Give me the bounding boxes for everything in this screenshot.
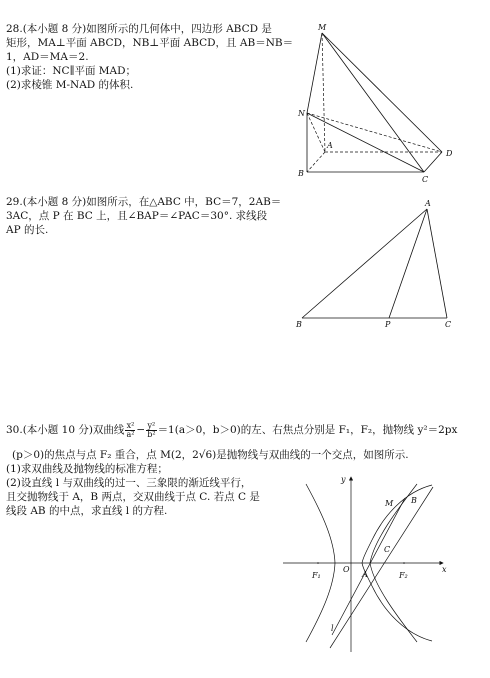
- q30-label-C: C: [384, 545, 391, 554]
- q29-label-P: P: [385, 320, 391, 329]
- q28-line-3: 1，AD＝MA＝2.: [6, 51, 89, 63]
- q29-line-3: AP 的长.: [6, 224, 49, 236]
- q30-label-F1: F₁: [312, 571, 321, 580]
- q30-label-O: O: [343, 565, 350, 574]
- q30-label-F2: F₂: [399, 571, 408, 580]
- q29-label-A: A: [425, 199, 431, 208]
- q28-line-5: (2)求棱锥 M-NAD 的体积.: [6, 79, 134, 91]
- q28-label-M: M: [318, 23, 327, 32]
- q29-line-1: 29.(本小题 8 分)如图所示，在△ABC 中，BC＝7，2AB＝: [6, 196, 282, 208]
- q28-line-1: 28.(本小题 8 分)如图所示的几何体中，四边形 ABCD 是: [6, 23, 272, 35]
- point-F1: [317, 562, 319, 564]
- q30-line-1-start: 30.(本小题 10 分)双曲线: [6, 424, 125, 436]
- q28-label-A: A: [327, 141, 333, 150]
- q28-label-N: N: [298, 109, 305, 118]
- q28-line-4: (1)求证：NC∥平面 MAD；: [6, 65, 137, 77]
- q30-label-M: M: [385, 499, 394, 508]
- minus-sign: −: [136, 424, 146, 436]
- q30-label-y: y: [341, 475, 346, 484]
- q30-line-4: (2)设直线 l 与双曲线的过一、三象限的渐近线平行，: [6, 477, 252, 489]
- q29-label-B: B: [296, 320, 302, 329]
- q28-label-C: C: [422, 175, 429, 184]
- fraction-x2-a2: $\frac{\text{x²}}{\text{a²}}$: [126, 420, 135, 439]
- q28-line-2: 矩形，MA⊥平面 ABCD，NB⊥平面 ABCD，且 AB＝NB＝: [6, 37, 294, 49]
- q30-label-B: B: [411, 496, 417, 505]
- q30-line-5: 且交抛物线于 A，B 两点，交双曲线于点 C. 若点 C 是: [6, 491, 260, 503]
- q28-label-D: D: [446, 149, 453, 158]
- q30-label-l: l: [331, 624, 334, 633]
- q30-label-x: x: [442, 565, 447, 574]
- fraction-y2-b2: $\frac{\text{y²}}{\text{b²}}$: [147, 420, 156, 439]
- point-F2: [403, 562, 405, 564]
- q28-label-B: B: [298, 169, 304, 178]
- q29-line-2: 3AC，点 P 在 BC 上，且∠BAP＝∠PAC＝30°. 求线段: [6, 210, 268, 222]
- q30-line-1-end: ＝1(a＞0，b＞0)的左、右焦点分别是 F₁，F₂，抛物线 y²＝2px: [157, 424, 458, 436]
- q30-line-2: (p＞0)的焦点与点 F₂ 重合，点 M(2，2√6)是抛物线与双曲线的一个交点，如图所示.: [12, 449, 409, 461]
- q30-line-6: 线段 AB 的中点，求直线 l 的方程.: [6, 505, 168, 517]
- q30-line-3: (1)求双曲线及抛物线的标准方程；: [6, 463, 168, 475]
- q29-label-C: C: [445, 320, 452, 329]
- q30-label-A: A: [362, 570, 368, 579]
